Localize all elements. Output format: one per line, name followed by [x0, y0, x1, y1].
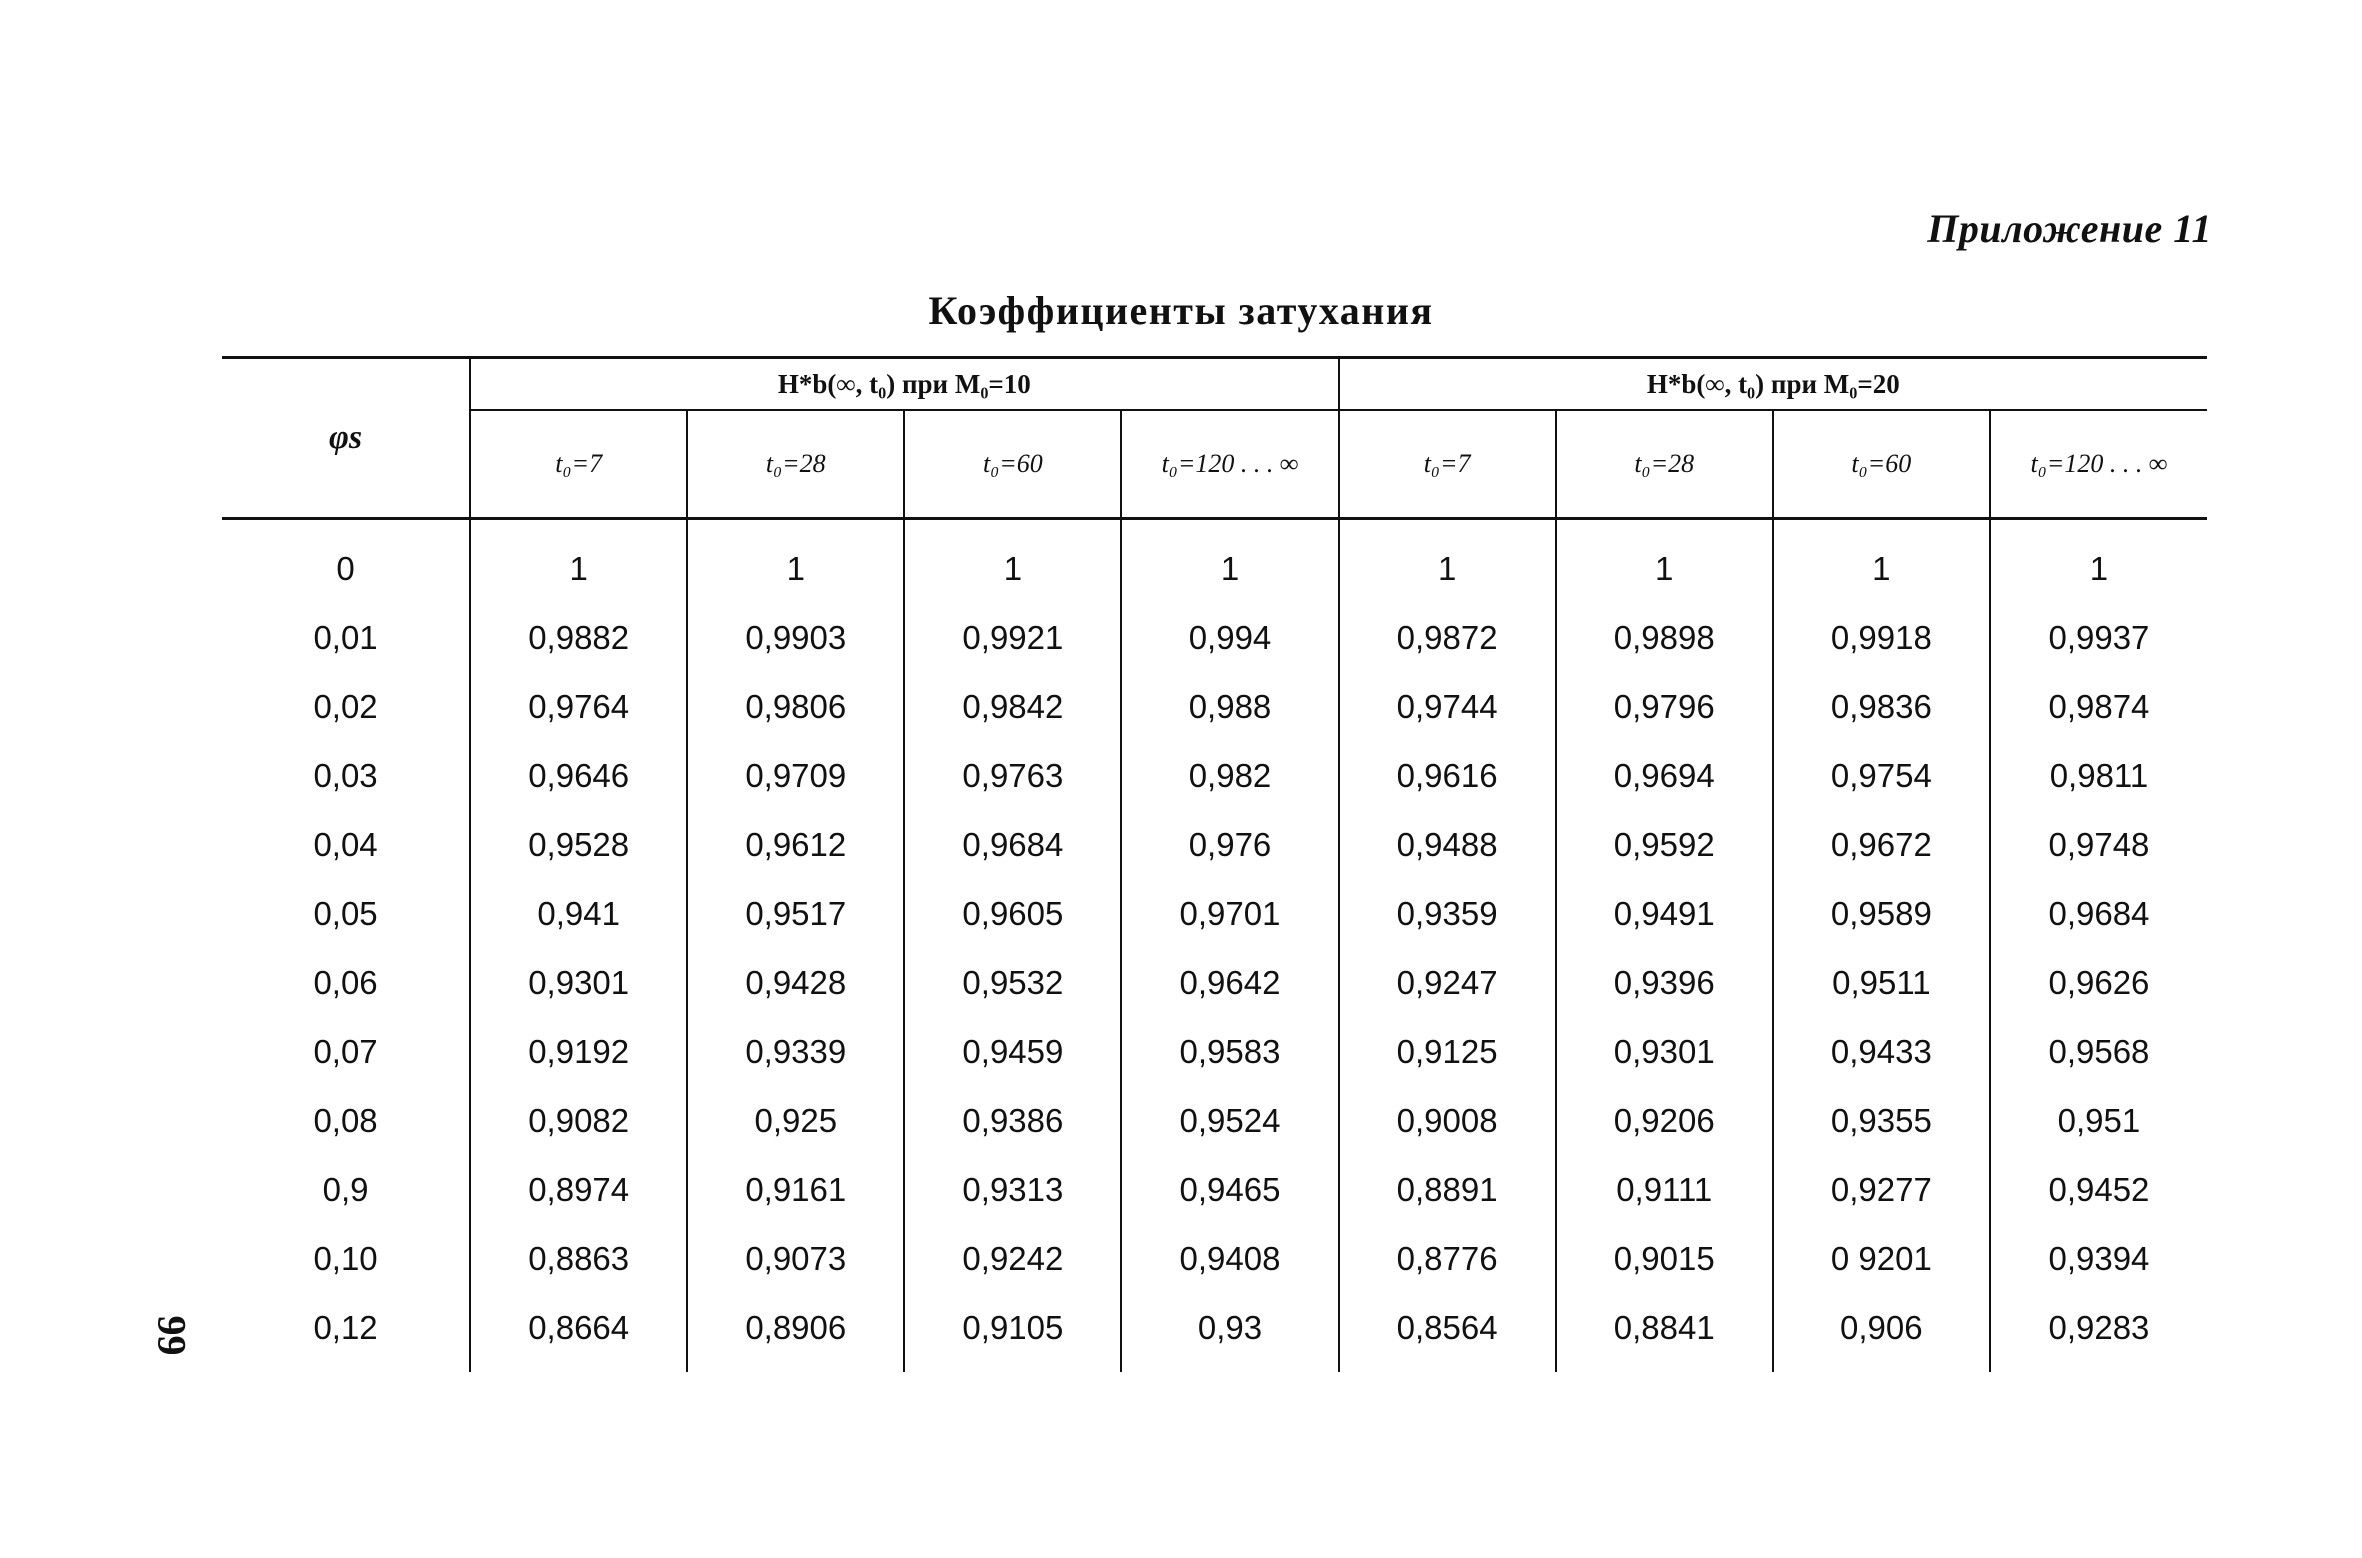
phi-cell: 0,02: [222, 672, 470, 741]
value-cell: 0,9247: [1339, 948, 1556, 1017]
value-cell: 0,9301: [470, 948, 687, 1017]
phi-cell: 0,12: [222, 1293, 470, 1372]
value-cell: 0,9874: [2048, 687, 2150, 725]
value-cell: 0,8891: [1339, 1155, 1556, 1224]
table-body: [222, 519, 2207, 1373]
value-cell: 0,9694: [1556, 741, 1773, 810]
subheader-t120-inf: t₀=120 . . . ∞: [1990, 410, 2207, 519]
value-cell: 0,9355: [1773, 1086, 1990, 1155]
value-cell: 0,9626: [2048, 963, 2150, 1001]
table-title: Коэффициенты затухания: [928, 288, 1434, 333]
value-cell: 0,9394: [2048, 1239, 2150, 1277]
value-cell: 0,9748: [2048, 825, 2150, 863]
value-cell: 0,9684: [2048, 894, 2150, 932]
table-row: [222, 810, 2207, 879]
value-cell: 0,9192: [470, 1017, 687, 1086]
value-cell: 0,9277: [1773, 1155, 1990, 1224]
value-cell: 0,906: [1773, 1293, 1990, 1372]
value-cell: 0,8863: [470, 1224, 687, 1293]
value-cell: 0,9754: [1773, 741, 1990, 810]
value-cell: 0,9105: [904, 1293, 1121, 1372]
value-cell: 0,925: [687, 1086, 904, 1155]
table-row: [222, 879, 2207, 948]
value-cell: 0,9511: [1773, 948, 1990, 1017]
value-cell: 0,9206: [1556, 1086, 1773, 1155]
attenuation-table: [222, 356, 2207, 1372]
value-cell: 1: [1556, 519, 1773, 604]
value-cell: 1: [470, 519, 687, 604]
value-cell: 0,9684: [904, 810, 1121, 879]
value-cell: 0,9465: [1121, 1155, 1338, 1224]
value-cell: 0,9918: [1773, 603, 1990, 672]
subheader-t7: t₀=7: [470, 410, 687, 519]
table-row: [222, 741, 2207, 810]
value-cell: 0,9568: [2048, 1032, 2150, 1070]
value-cell: 0,9428: [687, 948, 904, 1017]
phi-cell: 0,03: [222, 741, 470, 810]
value-cell: 0,9921: [904, 603, 1121, 672]
value-cell: 0,9283: [2048, 1308, 2150, 1346]
phi-cell: 0,04: [222, 810, 470, 879]
value-cell: 0,9605: [904, 879, 1121, 948]
value-cell: 0,9898: [1556, 603, 1773, 672]
value-cell: 0,9528: [470, 810, 687, 879]
value-cell: 0,9488: [1339, 810, 1556, 879]
phi-cell: 0,9: [222, 1155, 470, 1224]
value-cell: 0,9459: [904, 1017, 1121, 1086]
value-cell: 1: [2089, 549, 2109, 587]
table-row: [222, 1293, 2207, 1372]
value-cell: 0,93: [1121, 1293, 1338, 1372]
value-cell: 0,976: [1121, 810, 1338, 879]
subheader-t28: t₀=28: [1556, 410, 1773, 519]
value-cell: 0,8564: [1339, 1293, 1556, 1372]
value-cell: 0,9313: [904, 1155, 1121, 1224]
value-cell: 0,9903: [687, 603, 904, 672]
value-cell: 0,9433: [1773, 1017, 1990, 1086]
value-cell: 0,9524: [1121, 1086, 1338, 1155]
value-cell: 0,9008: [1339, 1086, 1556, 1155]
value-cell: 0,9396: [1556, 948, 1773, 1017]
value-cell: 0 9201: [1773, 1224, 1990, 1293]
phi-cell: 0,07: [222, 1017, 470, 1086]
value-cell: 0,9125: [1339, 1017, 1556, 1086]
value-cell: 0,9242: [904, 1224, 1121, 1293]
value-cell: 1: [1121, 519, 1338, 604]
value-cell: 1: [687, 519, 904, 604]
value-cell: 0,9672: [1773, 810, 1990, 879]
value-cell: 0,9744: [1339, 672, 1556, 741]
value-cell: 0,8906: [687, 1293, 904, 1372]
value-cell: 0,9701: [1121, 879, 1338, 948]
value-cell: 0,9882: [470, 603, 687, 672]
table-row: [222, 1086, 2207, 1155]
value-cell: 0,951: [2057, 1101, 2141, 1139]
table-row: [222, 948, 2207, 1017]
value-cell: 0,8664: [470, 1293, 687, 1372]
phi-cell: 0,05: [222, 879, 470, 948]
value-cell: 0,9642: [1121, 948, 1338, 1017]
value-cell: 0,941: [470, 879, 687, 948]
value-cell: 0,982: [1121, 741, 1338, 810]
table-row: [222, 1155, 2207, 1224]
value-cell: 0,9532: [904, 948, 1121, 1017]
value-cell: 0,9592: [1556, 810, 1773, 879]
value-cell: 0,9082: [470, 1086, 687, 1155]
value-cell: 0,9796: [1556, 672, 1773, 741]
value-cell: 0,9589: [1773, 879, 1990, 948]
table-row: [222, 672, 2207, 741]
value-cell: 0,9612: [687, 810, 904, 879]
value-cell: 0,9161: [687, 1155, 904, 1224]
group-header-m20: H*b(∞, t₀) при M₀=20: [1339, 358, 2207, 411]
value-cell: 0,9583: [1121, 1017, 1338, 1086]
page-number: 99: [149, 1315, 195, 1356]
value-cell: 0,9709: [687, 741, 904, 810]
phi-cell: 0,06: [222, 948, 470, 1017]
phi-cell: 0,08: [222, 1086, 470, 1155]
value-cell: 0,9301: [1556, 1017, 1773, 1086]
value-cell: 0,988: [1121, 672, 1338, 741]
value-cell: 0,9491: [1556, 879, 1773, 948]
table-row: [222, 603, 2207, 672]
appendix-label: Приложение 11: [1927, 206, 2212, 251]
value-cell: 0,9339: [687, 1017, 904, 1086]
row-header-phi: φs: [222, 358, 470, 519]
subheader-t60: t₀=60: [904, 410, 1121, 519]
value-cell: 0,9517: [687, 879, 904, 948]
subheader-t28: t₀=28: [687, 410, 904, 519]
value-cell: 1: [904, 519, 1121, 604]
phi-cell: 0,01: [222, 603, 470, 672]
value-cell: 0,9811: [2049, 756, 2149, 794]
table-row: [222, 1224, 2207, 1293]
value-cell: 0,9111: [1556, 1155, 1773, 1224]
value-cell: 0,8776: [1339, 1224, 1556, 1293]
phi-cell: 0: [222, 519, 470, 604]
subheader-t120-inf: t₀=120 . . . ∞: [1121, 410, 1338, 519]
table-row: [222, 1017, 2207, 1086]
value-cell: 0,9073: [687, 1224, 904, 1293]
value-cell: 0,9408: [1121, 1224, 1338, 1293]
value-cell: 0,994: [1121, 603, 1338, 672]
value-cell: 0,9616: [1339, 741, 1556, 810]
value-cell: 0,9015: [1556, 1224, 1773, 1293]
group-header-m10: H*b(∞, t₀) при M₀=10: [470, 358, 1338, 411]
value-cell: 1: [1773, 519, 1990, 604]
subheader-t7: t₀=7: [1339, 410, 1556, 519]
value-cell: 0,9646: [470, 741, 687, 810]
value-cell: 0,9937: [2048, 618, 2150, 656]
value-cell: 0,9842: [904, 672, 1121, 741]
value-cell: 0,9452: [2048, 1170, 2150, 1208]
phi-cell: 0,10: [222, 1224, 470, 1293]
value-cell: 0,9836: [1773, 672, 1990, 741]
subheader-t60: t₀=60: [1773, 410, 1990, 519]
value-cell: 0,8974: [470, 1155, 687, 1224]
value-cell: 0,8841: [1556, 1293, 1773, 1372]
value-cell: 0,9763: [904, 741, 1121, 810]
value-cell: 1: [1339, 519, 1556, 604]
value-cell: 0,9764: [470, 672, 687, 741]
value-cell: 0,9806: [687, 672, 904, 741]
value-cell: 0,9359: [1339, 879, 1556, 948]
table-row: [222, 519, 2207, 604]
value-cell: 0,9386: [904, 1086, 1121, 1155]
value-cell: 0,9872: [1339, 603, 1556, 672]
